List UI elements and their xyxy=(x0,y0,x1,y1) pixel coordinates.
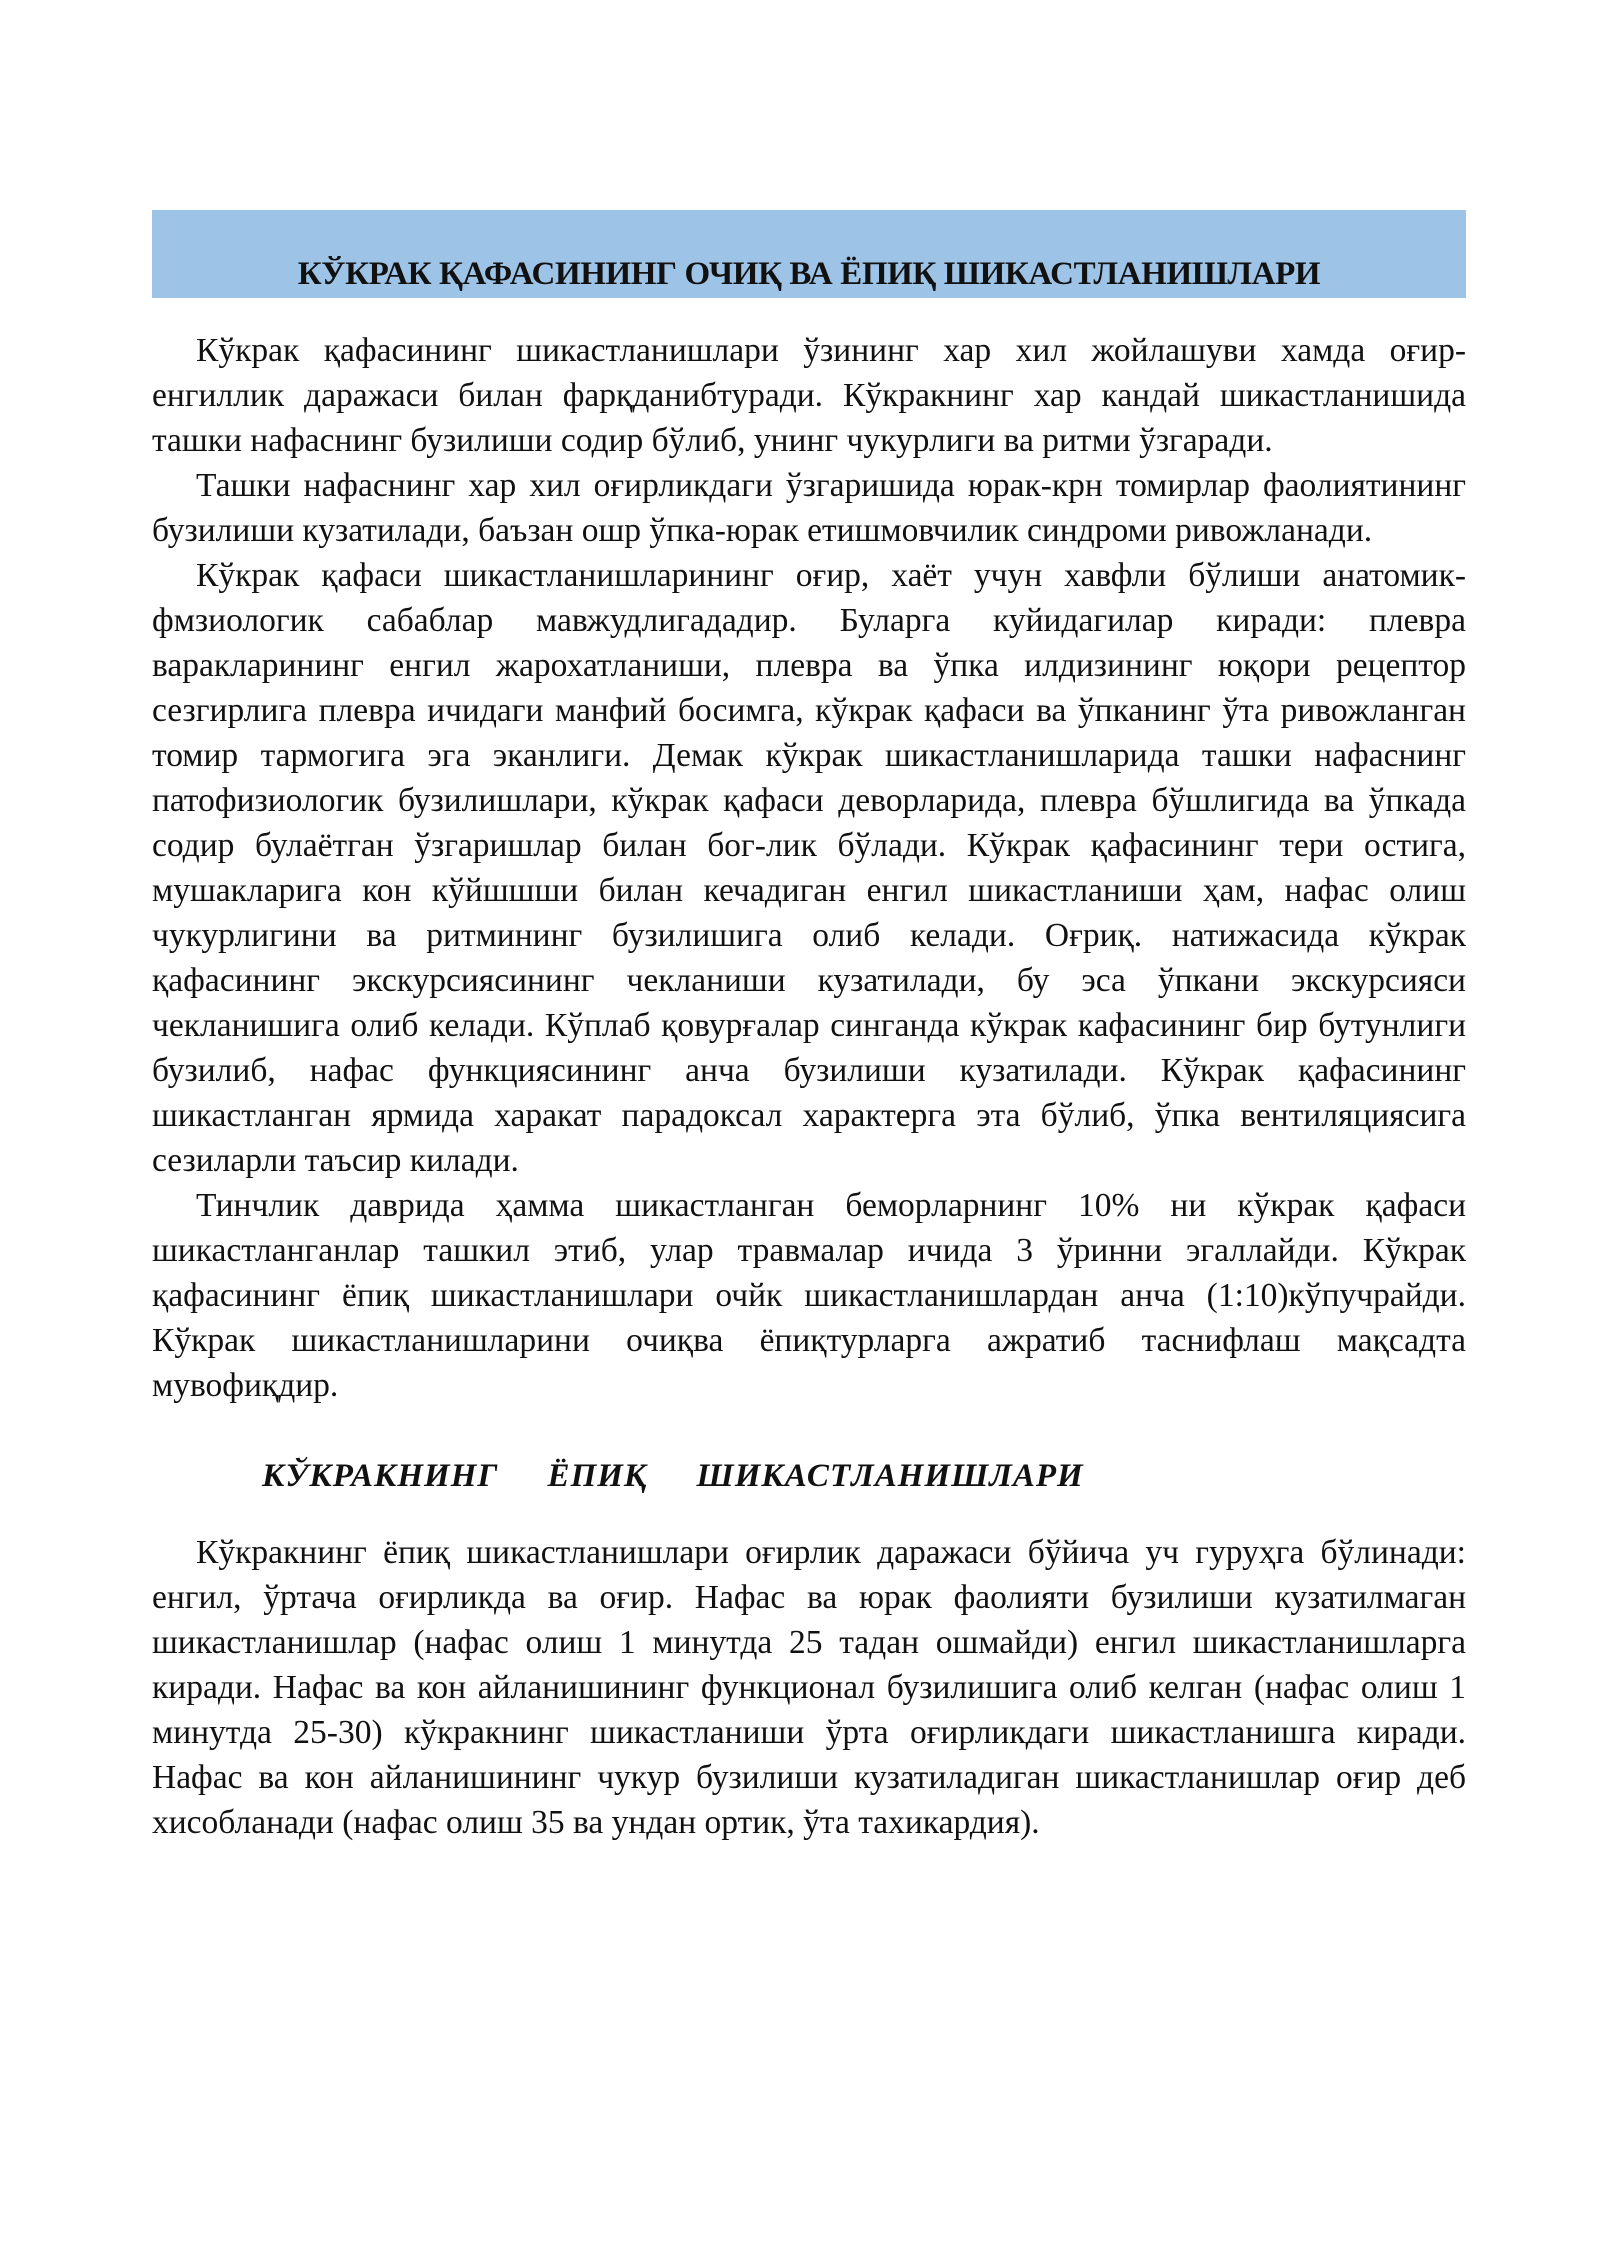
paragraph: Кўкракнинг ёпиқ шикастланишлари оғирлик даражаси бўйича уч гуруҳга бўлинади: енгил, ўртача оғирликда ва оғир. Нафас ва юрак фаолияти бузилиши кузатилмаган шикастланишлар (нафас олиш 1 минутда 25 тадан ошмайди) енгил шикастланишларга киради. Нафас ва кон айланишининг функционал бузилишига олиб келган (нафас олиш 1 минутда 25-30) кўкракнинг шикастланиши ўрта оғирликдаги шикастланишга киради. Нафас ва кон айланишининг чукур бузилиши кузатиладиган шикастланишлар оғир деб хисобланади (нафас олиш 35 ва ундан ортик, ўта тахикардия). xyxy=(152,1534,1466,1841)
document-body xyxy=(152,328,1466,1845)
page-title: КЎКРАК ҚАФАСИНИНГ ОЧИҚ ВА ЁПИҚ ШИКАСТЛАНИШЛАРИ xyxy=(297,256,1321,292)
paragraph: Ташки нафаснинг хар хил оғирликдаги ўзгаришида юрак-крн томирлар фаолиятининг бузилиши кузатилади, баъзан ошр ўпка-юрак етишмовчилик синдроми ривожланади. xyxy=(152,467,1466,549)
paragraph: Тинчлик даврида ҳамма шикастланган беморларнинг 10% ни кўкрак қафаси шикастланганлар ташкил этиб, улар травмалар ичида 3 ўринни эгаллайди. Кўкрак қафасининг ёпиқ шикастланишлари очйк шикастланишлардан анча (1:10)кўпучрайди. Кўкрак шикастланишларини очиқва ёпиқтурларга ажратиб таснифлаш мақсадта мувофиқдир. xyxy=(152,1187,1466,1404)
title-banner xyxy=(152,210,1466,298)
paragraph: Кўкрак қафасининг шикастланишлари ўзининг хар хил жойлашуви хамда оғир-енгиллик даражаси билан фарқданибтуради. Кўкракнинг хар кандай шикастланишида ташки нафаснинг бузилиши содир бўлиб, унинг чукурлиги ва ритми ўзгаради. xyxy=(152,332,1466,459)
document-page xyxy=(152,210,1466,1845)
section-heading: КЎКРАКНИНГ ЁПИҚ ШИКАСТЛАНИШЛАРИ xyxy=(262,1458,1084,1494)
paragraph: Кўкрак қафаси шикастланишларининг оғир, хаёт учун хавфли бўлиши анатомик-фмзиологик сабаблар мавжудлигададир. Буларга куйидагилар киради: плевра варакларининг енгил жарохатланиши, плевра ва ўпка илдизининг юқори рецептор сезгирлига плевра ичидаги манфий босимга, кўкрак қафаси ва ўпканинг ўта ривожланган томир тармогига эга эканлиги. Демак кўкрак шикастланишларида ташки нафаснинг патофизиологик бузилишлари, кўкрак қафаси деворларида, плевра бўшлигида ва ўпкада содир булаётган ўзгаришлар билан бог-лик бўлади. Кўкрак қафасининг тери остига, мушакларига кон кўйшшши билан кечадиган енгил шикастланиши ҳам, нафас олиш чукурлигини ва ритмининг бузилишига олиб келади. Оғриқ. натижасида кўкрак қафасининг экскурсиясининг чекланиши кузатилади, бу эса ўпкани экскурсияси чекланишига олиб келади. Кўплаб қовурғалар синганда кўкрак кафасининг бир бутунлиги бузилиб, нафас функциясининг анча бузилиши кузатилади. Кўкрак қафасининг шикастланган ярмида харакат парадоксал характерга эта бўлиб, ўпка вентиляциясига сезиларли таъсир килади. xyxy=(152,557,1466,1179)
